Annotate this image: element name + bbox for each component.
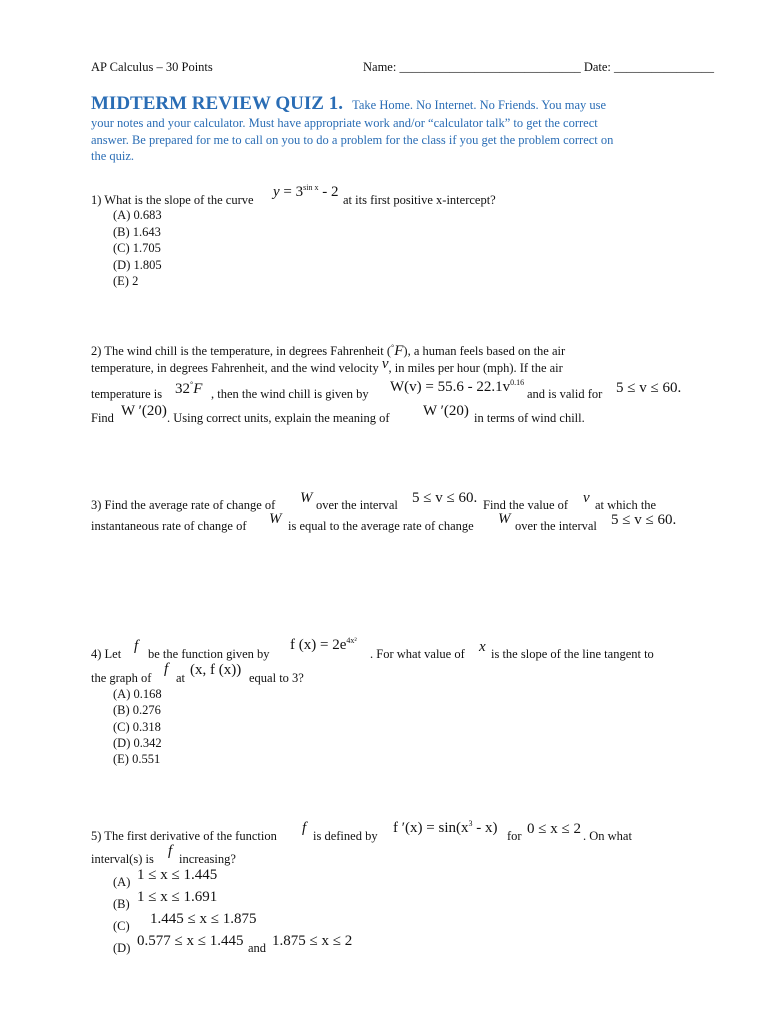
q5-choice-b: 1 ≤ x ≤ 1.691 — [137, 889, 218, 905]
q4-var-f-2: f — [164, 661, 169, 677]
q1-tail: at its first positive x-intercept? — [343, 193, 496, 207]
q3-range-2: 5 ≤ v ≤ 60. — [611, 512, 677, 528]
q5-line-2-a: interval(s) is — [91, 852, 154, 866]
q1-choice-e: (E) 2 — [113, 274, 139, 288]
quiz-title: MIDTERM REVIEW QUIZ 1. — [91, 93, 343, 114]
q3-var-w-2: W — [269, 511, 282, 527]
q3-range-1: 5 ≤ v ≤ 60. — [412, 490, 478, 506]
q2-derivative-eq-2: W ′(20) — [423, 403, 469, 419]
q5-line-1-a: 5) The first derivative of the function — [91, 829, 277, 843]
q1-eq-tail: - 2 — [318, 184, 339, 200]
q4-line-1-d: is the slope of the line tangent to — [491, 647, 654, 661]
q2-temperature: 32°F — [175, 380, 203, 397]
q4-choice-a: (A) 0.168 — [113, 687, 162, 701]
q3-line-2-a: instantaneous rate of change of — [91, 519, 247, 533]
course-label: AP Calculus – 30 Points — [91, 60, 213, 74]
q2-line-1: 2) The wind chill is the temperature, in degrees Fahrenheit (°F), a human feels based on the air — [91, 343, 566, 360]
q1-choice-a: (A) 0.683 — [113, 208, 162, 222]
q4-line-1-a: 4) Let — [91, 647, 122, 661]
q5-var-f-2: f — [168, 843, 173, 859]
q3-line-2-c: over the interval — [515, 519, 597, 533]
q5-line-1-d: . On what — [583, 829, 632, 843]
q5-line-2-b: increasing? — [179, 852, 236, 866]
q4-choice-b: (B) 0.276 — [113, 703, 161, 717]
q4-line-2-b: at — [176, 671, 186, 685]
q1-text: 1) What is the slope of the curve — [91, 193, 254, 207]
q1-choice-d: (D) 1.805 — [113, 258, 162, 272]
q4-point: (x, f (x)) — [190, 662, 242, 678]
q2-find-label: Find — [91, 411, 114, 425]
q5-choice-c: 1.445 ≤ x ≤ 1.875 — [150, 911, 257, 927]
q4-line-2-a: the graph of — [91, 671, 152, 685]
q5-choice-c-label: (C) — [113, 919, 130, 933]
q5-line-1-b: is defined by — [313, 829, 378, 843]
q2-range: 5 ≤ v ≤ 60. — [616, 380, 682, 396]
q2-line-4-tail: in terms of wind chill. — [474, 411, 585, 425]
q3-line-1-d: at which the — [595, 498, 657, 512]
q5-derivative-eq: f $'(x) = \sin(x^3 - x)$ — [393, 819, 498, 836]
q4-line-1-c: . For what value of — [370, 647, 465, 661]
q5-choice-d: 0.577 ≤ x ≤ 1.445 — [137, 933, 244, 949]
q5-choice-d-2: 1.875 ≤ x ≤ 2 — [272, 933, 353, 949]
q4-var-f: f — [134, 638, 139, 654]
q5-line-1-c: for — [507, 829, 522, 843]
q2-line-3-text: temperature is — [91, 387, 163, 401]
q4-line-1-b: be the function given by — [148, 647, 270, 661]
q5-choice-a-label: (A) — [113, 875, 131, 889]
q1-choice-c: (C) 1.705 — [113, 241, 161, 255]
q5-var-f: f — [302, 820, 307, 836]
name-date-line: Name: _____________________________ Date: ________________ — [363, 60, 715, 74]
q5-choice-b-label: (B) — [113, 897, 130, 911]
q3-line-1-a: 3) Find the average rate of change of — [91, 498, 276, 512]
q5-choice-d-and: and — [248, 941, 267, 955]
q1-choice-b: (B) 1.643 — [113, 225, 161, 239]
q4-choice-d: (D) 0.342 — [113, 736, 162, 750]
q3-var-w: W — [300, 490, 313, 506]
q2-line-4-mid: . Using correct units, explain the meaning of — [167, 411, 390, 425]
q5-domain: 0 ≤ x ≤ 2 — [527, 821, 581, 837]
q3-line-2-b: is equal to the average rate of change — [288, 519, 474, 533]
q2-line-3-valid: and is valid for — [527, 387, 603, 401]
q4-line-2-c: equal to 3? — [249, 671, 304, 685]
q5-choice-a: 1 ≤ x ≤ 1.445 — [137, 867, 218, 883]
title-line-1 — [91, 93, 606, 115]
q3-var-w-3: W — [498, 511, 511, 527]
q2-derivative-eq: W ′(20) — [121, 403, 167, 419]
q2-line-2: temperature, in degrees Fahrenheit, and the wind velocity v, in miles per hour (mph). If the air — [91, 356, 563, 375]
q2-line-3-mid: , then the wind chill is given by — [211, 387, 369, 401]
q4-var-x: x — [479, 639, 486, 655]
instructions-line-4: the quiz. — [91, 149, 135, 163]
instructions-line-3: answer. Be prepared for me to call on you to do a problem for the class if you get the problem correct on — [91, 133, 614, 147]
q3-line-1-b: over the interval — [316, 498, 398, 512]
q1-eq-exponent: sin x — [303, 183, 319, 192]
q5-choice-d-label: (D) — [113, 941, 131, 955]
q1-equation: $y = 3^{sin x} - 2$ — [273, 183, 339, 200]
q4-choice-e: (E) 0.551 — [113, 752, 161, 766]
instructions-line-2: your notes and your calculator. Must have appropriate work and/or “calculator talk” to get the correct — [91, 116, 598, 130]
q4-function-eq: f $(x) = 2e^{4x^2}$ — [290, 636, 357, 653]
q3-var-v: v — [583, 490, 590, 506]
q2-wind-chill-eq: $W(v) = 55.6 - 22.1v^{0.16}$ — [390, 378, 525, 395]
instructions-line-1: Take Home. No Internet. No Friends. You may use — [352, 98, 607, 112]
q3-line-1-c: Find the value of — [483, 498, 569, 512]
q4-choice-c: (C) 0.318 — [113, 720, 161, 734]
